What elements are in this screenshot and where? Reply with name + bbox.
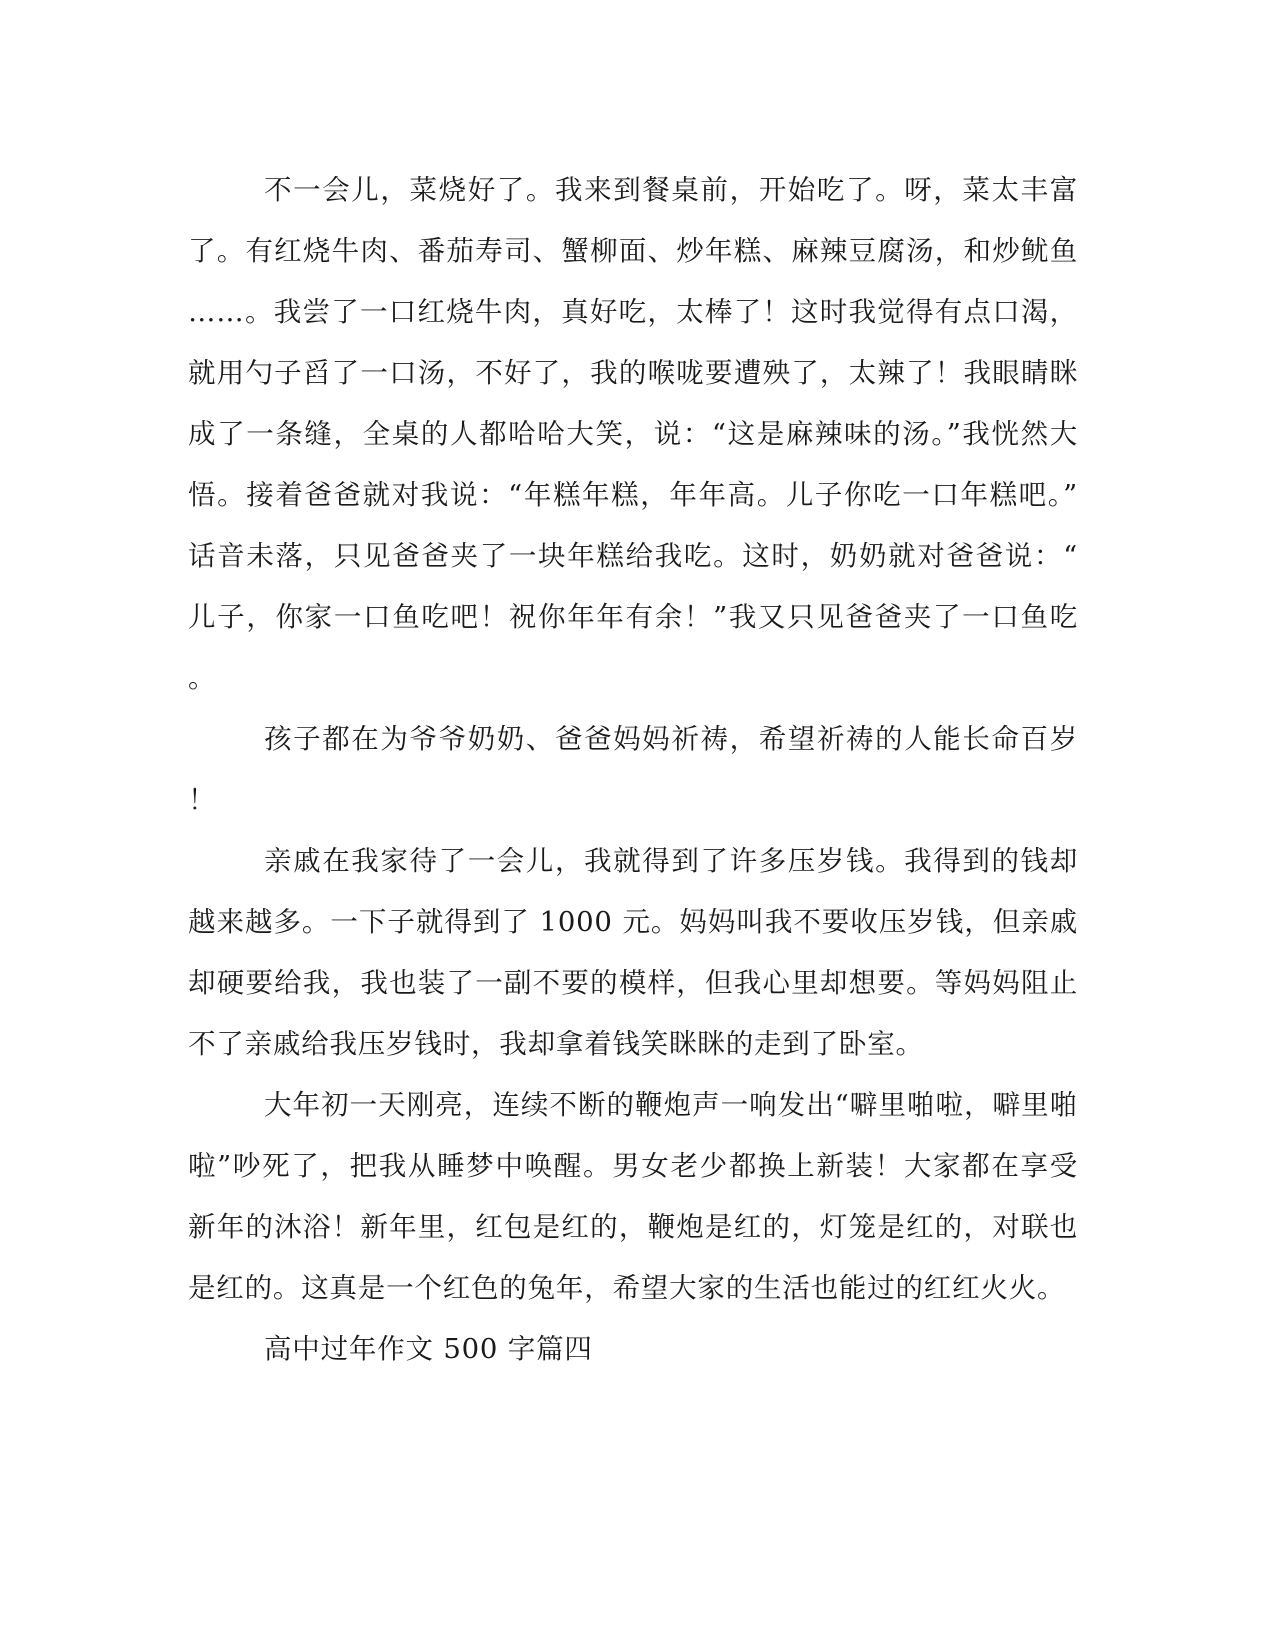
paragraph-red-envelopes: 亲戚在我家待了一会儿，我就得到了许多压岁钱。我得到的钱却越来越多。一下子就得到了 1000 元。妈妈叫我不要收压岁钱，但亲戚却硬要给我，我也装了一副不要的模样，但我心里却想要。等妈妈阻止不了亲戚给我压岁钱时，我却拿着钱笑眯眯的走到了卧室。 — [188, 845, 1078, 1060]
body-text — [188, 160, 1078, 1380]
paragraph-dinner: 不一会儿，菜烧好了。我来到餐桌前，开始吃了。呀，菜太丰富了。有红烧牛肉、番茄寿司、蟹柳面、炒年糕、麻辣豆腐汤，和炒鱿鱼……。我尝了一口红烧牛肉，真好吃，太棒了！这时我觉得有点口渴，就用勺子舀了一口汤，不好了，我的喉咙要遭殃了，太辣了！我眼睛眯成了一条缝，全桌的人都哈哈大笑，说：“这是麻辣味的汤。”我恍然大悟。接着爸爸就对我说：“年糕年糕，年年高。儿子你吃一口年糕吧。”话音未落，只见爸爸夹了一块年糕给我吃。这时，奶奶就对爸爸说：“儿子，你家一口鱼吃吧！祝你年年有余！”我又只见爸爸夹了一口鱼吃。 — [188, 174, 1078, 694]
paragraph-prayer: 孩子都在为爷爷奶奶、爸爸妈妈祈祷，希望祈祷的人能长命百岁！ — [188, 723, 1078, 816]
section-heading: 高中过年作文 500 字篇四 — [264, 1333, 593, 1365]
paragraph-new-year-morning: 大年初一天刚亮，连续不断的鞭炮声一响发出“噼里啪啦，噼里啪啦”吵死了，把我从睡梦中唤醒。男女老少都换上新装！大家都在享受新年的沐浴！新年里，红包是红的，鞭炮是红的，灯笼是红的，对联也是红的。这真是一个红色的兔年，希望大家的生活也能过的红红火火。 — [188, 1089, 1078, 1304]
